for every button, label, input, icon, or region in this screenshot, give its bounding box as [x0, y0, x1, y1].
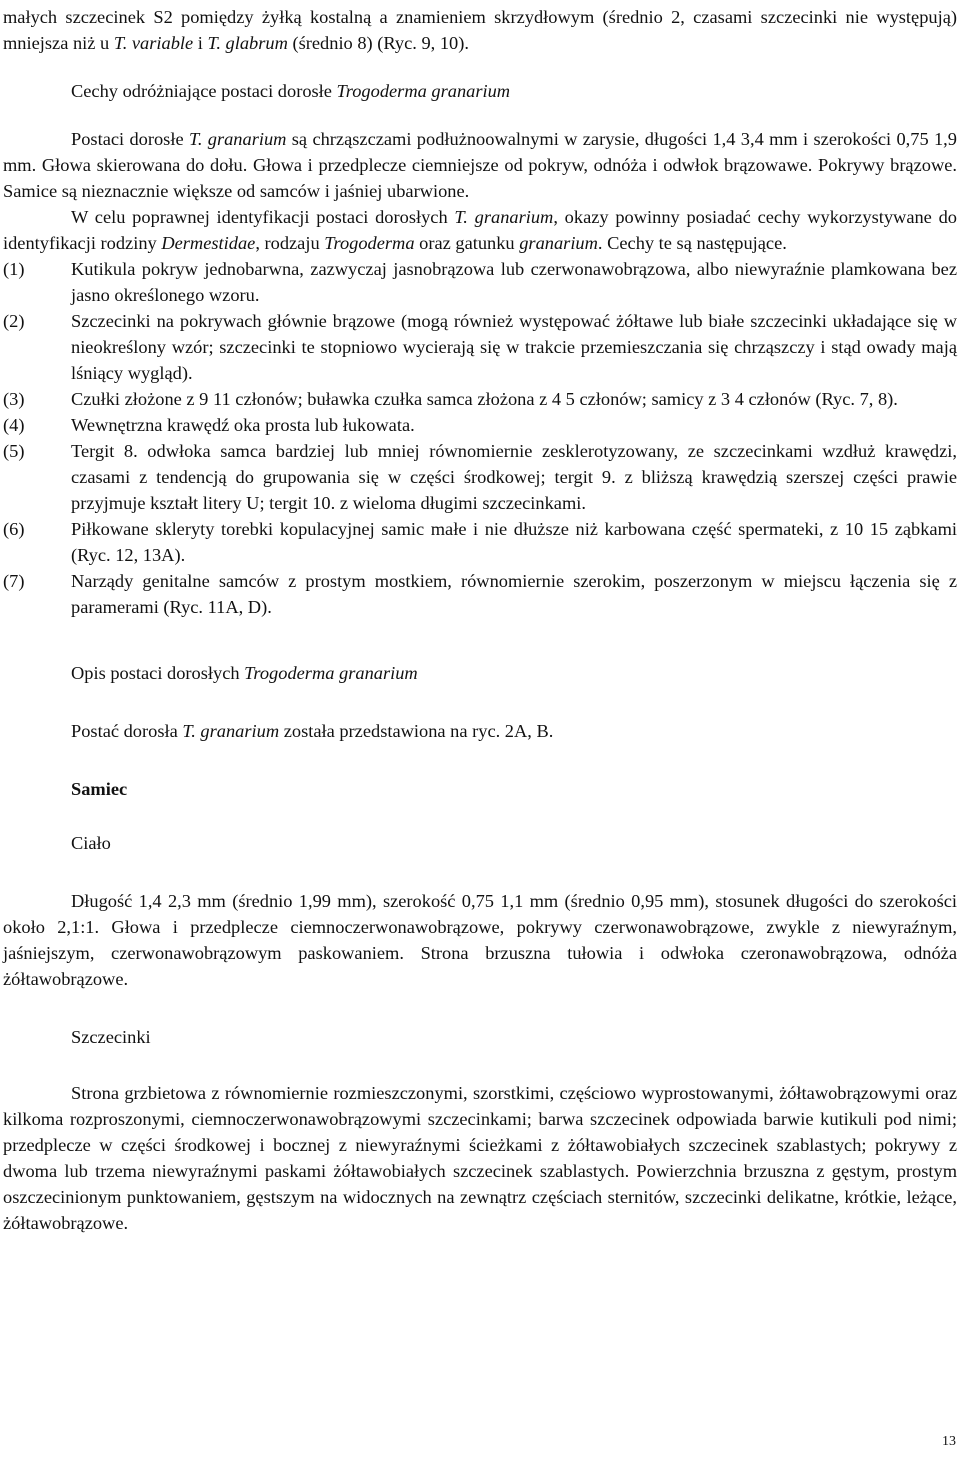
paragraph-setae: Strona grzbietowa z równomiernie rozmieszczonymi, szorstkimi, częściowo wyprostowanymi, żółtawobrązowymi oraz kilkoma rozproszonymi, ciemnoczerwonawobrązowymi szczecinkami; barwa szczecinek odpowiada barwie kutikuli pod nimi; przedplecze w części środkowej i bocznej z niewyraźnymi ścieżkami z żółtawobiałych szczecinek szablastych; pokrywy z dwoma lub trzema niewyraźnymi paskami żółtawobiałych szczecinek szablastych. Powierzchnia brzuszna z gęstym, prostym oszczecinionym punktowaniem, gęstszym na widocznych na zewnątrz częściach sternitów, szczecinki delikatne, krótkie, leżące, żółtawobrązowe.: [3, 1083, 957, 1233]
heading-body: Ciało: [71, 833, 111, 853]
list-item: (6) Piłkowane skleryty torebki kopulacyjnej samic małe i nie dłuższe niż karbowana część spermateki, z 10 15 ząbkami (Ryc. 12, 13A).: [3, 519, 957, 565]
list-item: (3) Czułki złożone z 9 11 członów; buławka czułka samca złożona z 4 5 członów; samicy z 3 4 członów (Ryc. 7, 8).: [3, 389, 898, 409]
paragraph-adults: Postaci dorosłe T. granarium są chrząszczami podłużnoowalnymi w zarysie, długości 1,4 3,4 mm i szerokości 0,75 1,9 mm. Głowa skierowana do dołu. Głowa i przedplecze ciemniejsze od pokryw, odnóża i odwłok brązowawe. Pokrywy brązowe. Samice są nieznacznie większe od samców i jaśniej ubarwione.: [3, 129, 957, 201]
paragraph-body: Długość 1,4 2,3 mm (średnio 1,99 mm), szerokość 0,75 1,1 mm (średnio 0,95 mm), stosunek długości do szerokości około 2,1:1. Głowa i przedplecze ciemnoczerwonawobrązowe, pokrywy czerwonawobrązowe, zwykle z niewyraźnym, jaśniejszym, czerwonawobrązowym paskowaniem. Strona brzuszna tułowia i odwłoka czeronawobrązowa, odnóża żółtawobrązowe.: [3, 891, 957, 989]
intro-paragraph: małych szczecinek S2 pomiędzy żyłką kostalną a znamieniem skrzydłowym (średnio 2, czasami szczecinki nie występują) mniejsza niż u T. variable i T. glabrum (średnio 8) (Ryc. 9, 10).: [3, 7, 957, 53]
section-heading-description: Opis postaci dorosłych Trogoderma granarium: [71, 663, 418, 683]
heading-male: Samiec: [71, 779, 128, 799]
list-item: (1) Kutikula pokryw jednobarwna, zazwyczaj jasnobrązowa lub czerwonawobrązowa, albo niewyraźnie plamkowana bez jasno określonego wzoru.: [3, 259, 957, 305]
list-item: (5) Tergit 8. odwłoka samca bardziej lub mniej równomiernie zesklerotyzowany, ze szczecinkami wzdłuż krawędzi, czasami z tendencją do grupowania się w części środkowej; tergit 9. z bliższą krawędzią szerszej części prawie przyjmuje kształt litery U; tergit 10. z wieloma długimi szczecinkami.: [3, 441, 957, 513]
paragraph-identification: W celu poprawnej identyfikacji postaci dorosłych T. granarium, okazy powinny posiadać cechy wykorzystywane do identyfikacji rodziny Dermestidae, rodzaju Trogoderma oraz gatunku granarium. Cechy te są następujące.: [3, 207, 957, 253]
feature-list: [3, 256, 957, 620]
heading-setae: Szczecinki: [71, 1027, 151, 1047]
list-item: (2) Szczecinki na pokrywach głównie brązowe (mogą również występować żółtawe lub białe szczecinki układające się w nieokreślony wzór; szczecinki te stopniowo wycierają się w trakcie przemieszczania się chrząszczy i stąd owady mają lśniący wygląd).: [3, 311, 957, 383]
page-number: 13: [942, 1434, 956, 1449]
section-heading-features: Cechy odróżniające postaci dorosłe Trogoderma granarium: [71, 81, 511, 101]
list-item: (7) Narządy genitalne samców z prostym mostkiem, równomiernie szerokim, poszerzonym w miejscu łączenia się z paramerami (Ryc. 11A, D).: [3, 571, 957, 617]
list-item: (4) Wewnętrzna krawędź oka prosta lub łukowata.: [3, 415, 415, 435]
paragraph-adult-form: Postać dorosła T. granarium została przedstawiona na ryc. 2A, B.: [71, 721, 554, 741]
document-page: [3, 4, 957, 1236]
